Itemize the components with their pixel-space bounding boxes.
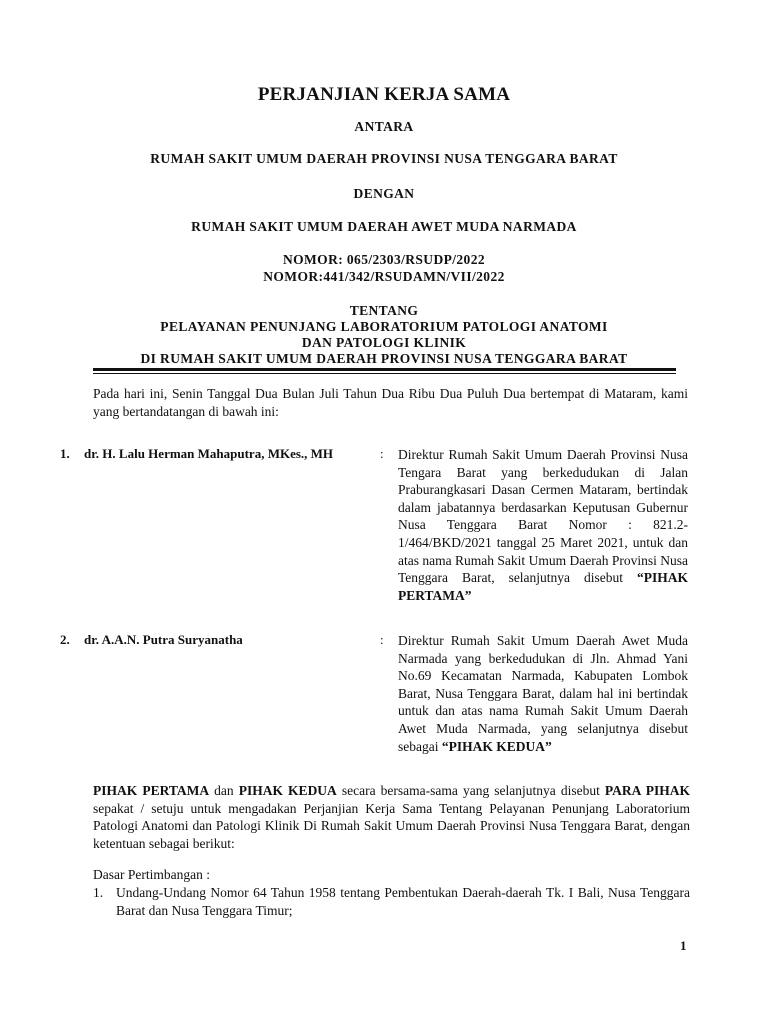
signatory-2-description <box>398 632 688 755</box>
considerations-label: Dasar Pertimbangan : <box>93 867 210 882</box>
signatory-1-name: dr. H. Lalu Herman Mahaputra, MKes., MH <box>84 446 334 461</box>
signatory-2-number: 2. <box>60 632 70 647</box>
para-pihak-term: PARA PIHAK <box>604 783 690 798</box>
signatory-1-designation: “PIHAK PERTAMA” <box>398 570 688 603</box>
second-party-heading: RUMAH SAKIT UMUM DAERAH AWET MUDA NARMADA <box>191 219 577 234</box>
signatory-2-name: dr. A.A.N. Putra Suryanatha <box>84 632 243 647</box>
document-title: PERJANJIAN KERJA SAMA <box>257 84 511 105</box>
pihak-pertama-term: PIHAK PERTAMA <box>93 783 210 798</box>
dan-text: dan <box>209 783 239 798</box>
signatory-2-colon: : <box>380 632 384 647</box>
subject-line-3: DI RUMAH SAKIT UMUM DAERAH PROVINSI NUSA TENGGARA BARAT <box>140 351 628 366</box>
antara-label: ANTARA <box>354 119 414 134</box>
signatory-1-colon: : <box>380 446 384 461</box>
intro-paragraph: Pada hari ini, Senin Tanggal Dua Bulan Juli Tahun Dua Ribu Dua Puluh Dua bertempat di Mataram, kami yang bertandatangan di bawah ini: <box>93 386 688 419</box>
agreement-number-1: NOMOR: 065/2303/RSUDP/2022 <box>282 252 486 267</box>
header-divider-thick <box>93 368 676 371</box>
signatory-2-description-text: Direktur Rumah Sakit Umum Daerah Awet Muda Narmada yang berkedudukan di Jln. Ahmad Yani No.69 Kecamatan Narmada, Kabupaten Lombok Barat, Nusa Tenggara Barat, dalam hal ini bertindak untuk dan atas nama Rumah Sakit Umum Daerah Awet Muda Narmada, yang selanjutnya disebut sebagai <box>398 633 688 754</box>
parties-text-2: sepakat / setuju untuk mengadakan Perjanjian Kerja Sama Tentang Pelayanan Penunjang Laboratorium Patologi Anatomi dan Patologi Klinik Di Rumah Sakit Umum Daerah Provinsi Nusa Tenggara Barat, dengan ketentuan sebagai berikut: <box>93 800 690 851</box>
tentang-label: TENTANG <box>349 303 419 318</box>
dengan-label: DENGAN <box>353 186 415 201</box>
consideration-1-number: 1. <box>93 885 104 900</box>
page-number: 1 <box>680 938 687 953</box>
first-party-heading: RUMAH SAKIT UMUM DAERAH PROVINSI NUSA TENGGARA BARAT <box>150 151 618 166</box>
parties-text-1: secara bersama-sama yang selanjutnya disebut <box>336 783 605 798</box>
header-divider-thin <box>93 373 676 374</box>
signatory-1-description-text: Direktur Rumah Sakit Umum Daerah Provinsi Nusa Tengara Barat yang berkedudukan di Jalan Praburangkasari Dasan Cermen Mataram, bertindak dalam jabatannya berdasarkan Keputusan Gubernur Nusa Tenggara Barat Nomor : 821.2-1/464/BKD/2021 tanggal 25 Maret 2021, untuk dan atas nama Rumah Sakit Umum Daerah Provinsi Nusa Tenggara Barat, selanjutnya disebut <box>398 447 688 586</box>
pihak-kedua-term: PIHAK KEDUA <box>238 783 337 798</box>
signatory-1-number: 1. <box>60 446 70 461</box>
parties-paragraph <box>93 782 690 852</box>
agreement-number-2: NOMOR:441/342/RSUDAMN/VII/2022 <box>263 269 505 284</box>
signatory-2-designation: “PIHAK KEDUA” <box>441 738 552 754</box>
subject-line-1: PELAYANAN PENUNJANG LABORATORIUM PATOLOGI ANATOMI <box>160 319 608 334</box>
signatory-1-description <box>398 446 688 604</box>
consideration-1-text: Undang-Undang Nomor 64 Tahun 1958 tentang Pembentukan Daerah-daerah Tk. I Bali, Nusa Tenggara Barat dan Nusa Tenggara Timur; <box>116 885 690 918</box>
subject-line-2: DAN PATOLOGI KLINIK <box>301 335 467 350</box>
